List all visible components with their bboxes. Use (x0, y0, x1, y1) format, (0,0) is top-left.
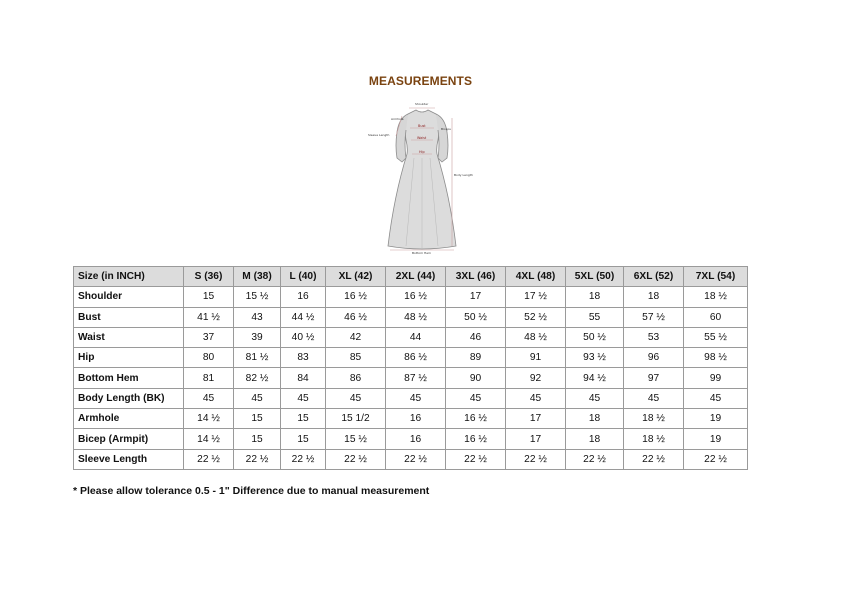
measurement-cell: 16 (386, 409, 446, 429)
measurement-cell: 45 (446, 388, 506, 408)
measurement-cell: 39 (234, 327, 281, 347)
measurement-cell: 22 ½ (566, 449, 624, 469)
measurement-cell: 15 (281, 409, 326, 429)
measurement-cell: 44 (386, 327, 446, 347)
measurement-cell: 91 (506, 348, 566, 368)
measurement-cell: 40 ½ (281, 327, 326, 347)
measurement-cell: 15 ½ (234, 287, 281, 307)
measurement-cell: 15 (234, 429, 281, 449)
measurement-cell: 86 ½ (386, 348, 446, 368)
measurement-cell: 80 (184, 348, 234, 368)
measurement-cell: 16 ½ (446, 429, 506, 449)
measurement-cell: 45 (506, 388, 566, 408)
measurement-cell: 18 (566, 409, 624, 429)
measurement-cell: 93 ½ (566, 348, 624, 368)
size-header: 2XL (44) (386, 267, 446, 287)
measurement-cell: 87 ½ (386, 368, 446, 388)
size-header: 7XL (54) (684, 267, 748, 287)
measurement-cell: 22 ½ (234, 449, 281, 469)
measurement-cell: 45 (624, 388, 684, 408)
size-header: 6XL (52) (624, 267, 684, 287)
measurement-cell: 16 (386, 429, 446, 449)
measurement-cell: 60 (684, 307, 748, 327)
measurement-cell: 55 (566, 307, 624, 327)
measurement-cell: 18 ½ (684, 287, 748, 307)
measurement-cell: 45 (281, 388, 326, 408)
measurement-cell: 16 ½ (326, 287, 386, 307)
measurement-cell: 43 (234, 307, 281, 327)
measurement-cell: 41 ½ (184, 307, 234, 327)
measurement-cell: 83 (281, 348, 326, 368)
table-row (74, 409, 748, 429)
label-bottom-hem: Bottom Hem (412, 251, 431, 255)
measurement-cell: 15 (281, 429, 326, 449)
table-row (74, 388, 748, 408)
measurement-cell: 22 ½ (281, 449, 326, 469)
measurement-cell: 22 ½ (624, 449, 684, 469)
size-header: 5XL (50) (566, 267, 624, 287)
measurement-cell: 17 (506, 409, 566, 429)
measurement-cell: 17 (446, 287, 506, 307)
row-label: Hip (74, 348, 184, 368)
measurement-cell: 89 (446, 348, 506, 368)
measurement-cell: 46 (446, 327, 506, 347)
measurement-cell: 18 ½ (624, 429, 684, 449)
measurement-cell: 57 ½ (624, 307, 684, 327)
measurement-cell: 42 (326, 327, 386, 347)
size-chart-table (73, 266, 748, 470)
table-header (74, 267, 748, 287)
measurement-cell: 85 (326, 348, 386, 368)
measurement-cell: 17 (506, 429, 566, 449)
measurement-cell: 37 (184, 327, 234, 347)
dress-diagram (366, 96, 478, 256)
dress-illustration (366, 96, 478, 256)
measurement-cell: 22 ½ (446, 449, 506, 469)
measurement-cell: 15 1/2 (326, 409, 386, 429)
measurement-cell: 52 ½ (506, 307, 566, 327)
measurement-cell: 16 ½ (386, 287, 446, 307)
measurement-cell: 90 (446, 368, 506, 388)
label-hip: Hip (419, 150, 425, 154)
label-body-length: Body Length (454, 173, 473, 177)
row-label: Sleeve Length (74, 449, 184, 469)
measurement-cell: 96 (624, 348, 684, 368)
measurement-cell: 16 ½ (446, 409, 506, 429)
size-header: S (36) (184, 267, 234, 287)
measurement-cell: 14 ½ (184, 409, 234, 429)
measurement-cell: 22 ½ (684, 449, 748, 469)
table-row (74, 327, 748, 347)
measurement-cell: 19 (684, 409, 748, 429)
measurement-cell: 22 ½ (326, 449, 386, 469)
row-label: Bicep (Armpit) (74, 429, 184, 449)
measurement-cell: 50 ½ (446, 307, 506, 327)
measurement-cell: 18 (566, 287, 624, 307)
row-label: Bottom Hem (74, 368, 184, 388)
measurement-cell: 14 ½ (184, 429, 234, 449)
measurement-cell: 48 ½ (386, 307, 446, 327)
header-corner: Size (in INCH) (74, 267, 184, 287)
measurement-cell: 55 ½ (684, 327, 748, 347)
table-row (74, 287, 748, 307)
measurement-cell: 15 (184, 287, 234, 307)
row-label: Shoulder (74, 287, 184, 307)
label-armhole: Armhole (391, 117, 404, 121)
measurement-cell: 81 ½ (234, 348, 281, 368)
header-row (74, 267, 748, 287)
label-bust: Bust (418, 124, 426, 128)
measurement-cell: 81 (184, 368, 234, 388)
measurement-cell: 97 (624, 368, 684, 388)
measurement-cell: 44 ½ (281, 307, 326, 327)
measurement-cell: 18 (624, 287, 684, 307)
table-row (74, 368, 748, 388)
table-row (74, 307, 748, 327)
table-row (74, 429, 748, 449)
measurement-cell: 18 ½ (624, 409, 684, 429)
measurement-cell: 16 (281, 287, 326, 307)
tolerance-note: * Please allow tolerance 0.5 - 1" Difference due to manual measurement (73, 485, 430, 497)
size-header: XL (42) (326, 267, 386, 287)
measurement-cell: 45 (684, 388, 748, 408)
label-biceps: Biceps (441, 127, 451, 131)
table-body (74, 287, 748, 470)
label-shoulder: Shoulder (415, 102, 429, 106)
size-header: M (38) (234, 267, 281, 287)
measurement-cell: 22 ½ (184, 449, 234, 469)
measurement-cell: 45 (184, 388, 234, 408)
row-label: Bust (74, 307, 184, 327)
measurement-cell: 86 (326, 368, 386, 388)
measurement-cell: 98 ½ (684, 348, 748, 368)
measurement-cell: 46 ½ (326, 307, 386, 327)
row-label: Armhole (74, 409, 184, 429)
measurement-cell: 19 (684, 429, 748, 449)
measurement-cell: 15 (234, 409, 281, 429)
measurement-cell: 45 (386, 388, 446, 408)
measurement-cell: 45 (326, 388, 386, 408)
row-label: Waist (74, 327, 184, 347)
table-row (74, 449, 748, 469)
size-header: L (40) (281, 267, 326, 287)
size-header: 4XL (48) (506, 267, 566, 287)
measurement-cell: 92 (506, 368, 566, 388)
measurement-cell: 17 ½ (506, 287, 566, 307)
measurement-cell: 50 ½ (566, 327, 624, 347)
measurement-cell: 45 (566, 388, 624, 408)
measurement-cell: 53 (624, 327, 684, 347)
page-title: MEASUREMENTS (368, 74, 473, 88)
label-sleeve-length: Sleeve Length (368, 133, 390, 137)
size-header: 3XL (46) (446, 267, 506, 287)
measurement-cell: 94 ½ (566, 368, 624, 388)
measurement-cell: 22 ½ (506, 449, 566, 469)
measurement-cell: 99 (684, 368, 748, 388)
table-row (74, 348, 748, 368)
measurement-cell: 22 ½ (386, 449, 446, 469)
measurement-cell: 45 (234, 388, 281, 408)
measurement-cell: 84 (281, 368, 326, 388)
measurement-cell: 48 ½ (506, 327, 566, 347)
measurement-cell: 18 (566, 429, 624, 449)
measurement-cell: 15 ½ (326, 429, 386, 449)
row-label: Body Length (BK) (74, 388, 184, 408)
measurement-cell: 82 ½ (234, 368, 281, 388)
label-waist: Waist (417, 136, 427, 140)
